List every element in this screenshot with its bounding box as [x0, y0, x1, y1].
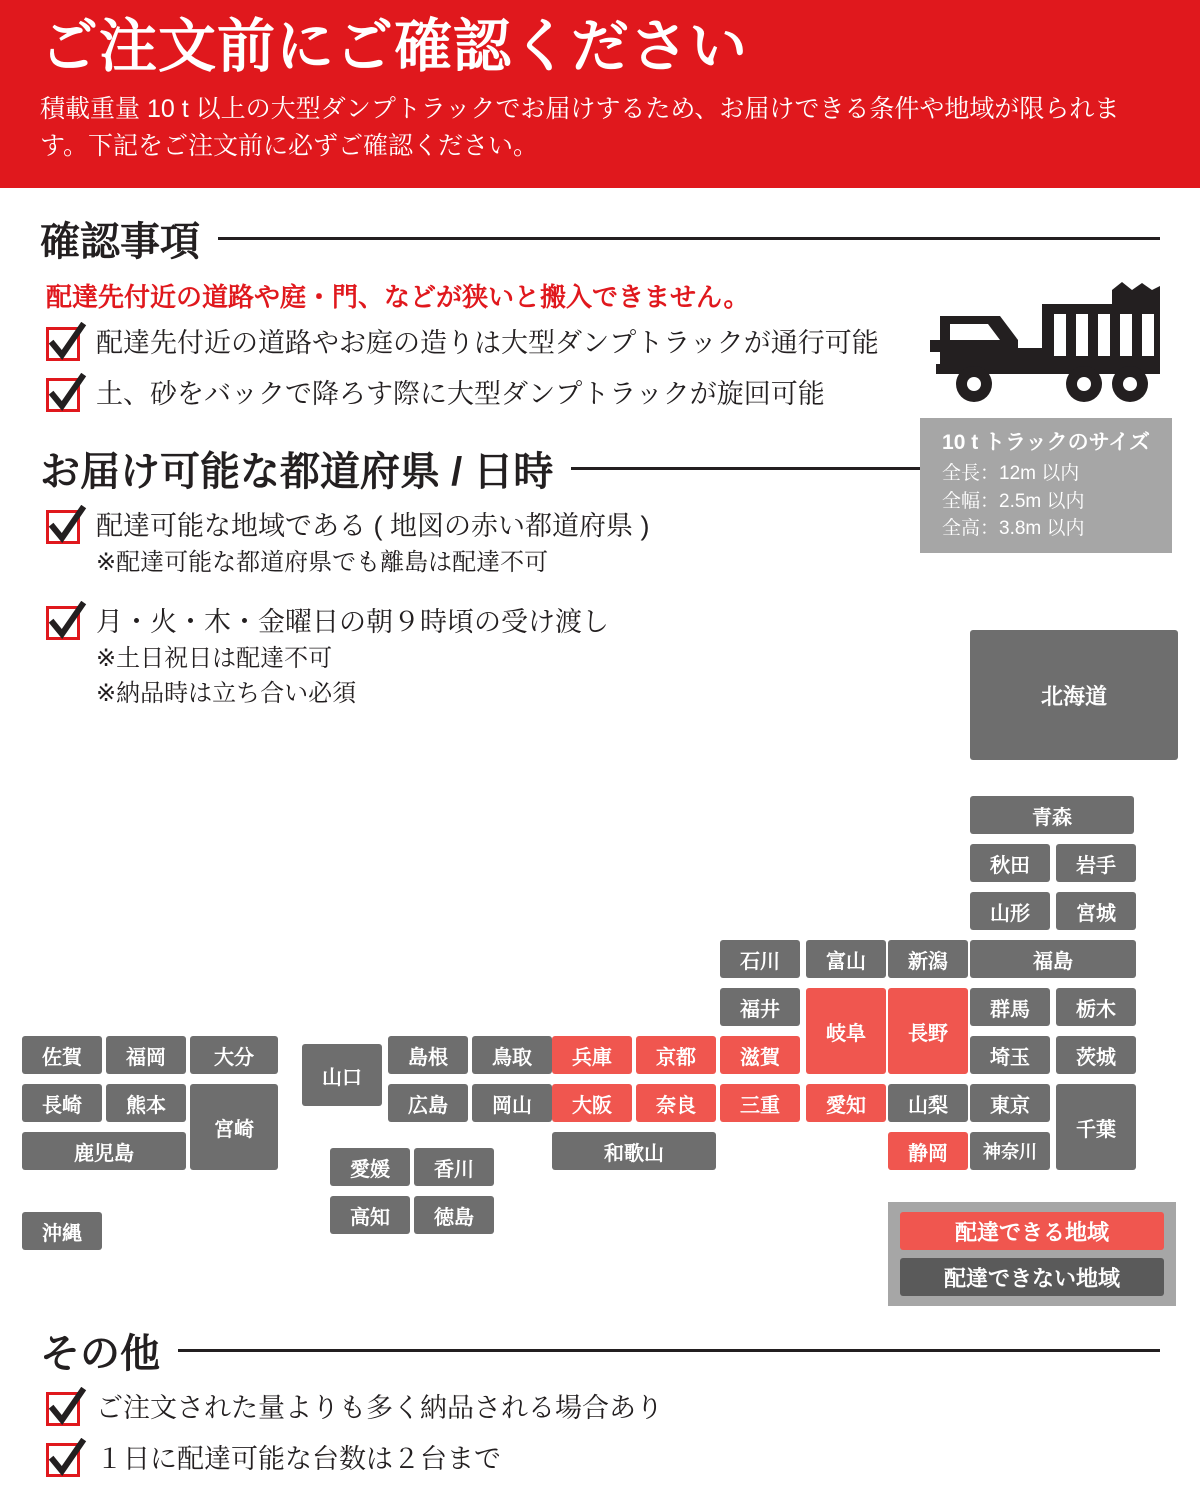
checkmark-icon — [46, 1443, 80, 1477]
map-prefecture: 福井 — [720, 988, 800, 1026]
map-prefecture: 山梨 — [888, 1084, 968, 1122]
map-prefecture: 埼玉 — [970, 1036, 1050, 1074]
map-prefecture: 広島 — [388, 1084, 468, 1122]
legend-unavailable: 配達できない地域 — [900, 1258, 1164, 1296]
truck-spec-height: 全高：3.8m 以内 — [942, 518, 1085, 540]
map-prefecture: 高知 — [330, 1196, 410, 1234]
map-prefecture: 徳島 — [414, 1196, 494, 1234]
other-heading: その他 — [40, 1332, 160, 1376]
checkmark-icon — [46, 327, 80, 361]
map-prefecture: 鹿児島 — [22, 1132, 186, 1170]
map-prefecture: 青森 — [970, 796, 1134, 834]
map-prefecture: 千葉 — [1056, 1084, 1136, 1170]
confirm-heading: 確認事項 — [40, 219, 200, 264]
map-prefecture: 岐阜 — [806, 988, 886, 1074]
map-prefecture: 静岡 — [888, 1132, 968, 1170]
checkmark-icon — [46, 378, 80, 412]
map-prefecture: 東京 — [970, 1084, 1050, 1122]
checkmark-icon — [46, 1392, 80, 1426]
map-prefecture: 和歌山 — [552, 1132, 716, 1170]
map-prefecture: 富山 — [806, 940, 886, 978]
map-prefecture: 石川 — [720, 940, 800, 978]
checkmark-icon — [46, 510, 80, 544]
map-prefecture: 大分 — [190, 1036, 278, 1074]
map-prefecture: 山口 — [302, 1044, 382, 1106]
heading-rule — [218, 237, 1160, 240]
legend-available: 配達できる地域 — [900, 1212, 1164, 1250]
list-item-label — [96, 507, 650, 581]
map-prefecture: 長崎 — [22, 1084, 102, 1122]
map-prefecture: 兵庫 — [552, 1036, 632, 1074]
list-item — [46, 375, 916, 414]
list-item-main: 配達可能な地域である ( 地図の赤い都道府県 ) — [96, 510, 650, 541]
map-prefecture: 香川 — [414, 1148, 494, 1186]
map-prefecture: 佐賀 — [22, 1036, 102, 1074]
map-prefecture: 島根 — [388, 1036, 468, 1074]
map-prefecture: 岡山 — [472, 1084, 552, 1122]
delivery-heading-row — [40, 440, 920, 497]
map-prefecture: 北海道 — [970, 630, 1178, 760]
list-item-note: ※配達可能な都道府県でも離島は配達不可 — [96, 549, 549, 577]
japan-prefecture-map — [0, 620, 1200, 1300]
heading-rule — [178, 1349, 1160, 1352]
other-section — [0, 1300, 1200, 1491]
map-legend — [888, 1202, 1176, 1306]
map-prefecture: 沖縄 — [22, 1212, 102, 1250]
banner-subtitle: 積載重量 10 t 以上の大型ダンプトラックでお届けするため、お届けできる条件や地域が限られます。下記をご注文前に必ずご確認ください。 — [40, 94, 1120, 161]
truck-spec-box — [920, 418, 1172, 553]
map-prefecture: 宮崎 — [190, 1084, 278, 1170]
confirm-heading-row — [40, 210, 1160, 267]
list-item-label: 土、砂をバックで降ろす際に大型ダンプトラックが旋回可能 — [96, 378, 825, 409]
list-item — [46, 1440, 1160, 1479]
map-prefecture: 群馬 — [970, 988, 1050, 1026]
map-prefecture: 長野 — [888, 988, 968, 1074]
truck-spec-title: 10 t トラックのサイズ — [942, 431, 1150, 454]
map-prefecture: 愛知 — [806, 1084, 886, 1122]
list-item-label: ご注文された量よりも多く納品される場合あり — [96, 1393, 663, 1423]
dump-truck-icon — [926, 278, 1166, 418]
truck-info-box — [920, 278, 1172, 553]
map-prefecture: 福島 — [970, 940, 1136, 978]
page-title: ご注文前にご確認ください — [40, 14, 749, 79]
checkmark-icon — [46, 606, 80, 640]
list-item-note-2: ※納品時は立ち合い必須 — [96, 679, 357, 707]
list-item-label — [96, 603, 609, 712]
map-prefecture: 大阪 — [552, 1084, 632, 1122]
map-prefecture: 宮城 — [1056, 892, 1136, 930]
other-heading-row — [40, 1322, 1160, 1379]
map-prefecture: 鳥取 — [472, 1036, 552, 1074]
map-prefecture: 新潟 — [888, 940, 968, 978]
truck-spec-width: 全幅：2.5m 以内 — [942, 490, 1085, 512]
map-prefecture: 福岡 — [106, 1036, 186, 1074]
list-item-label: １日に配達可能な台数は２台まで — [96, 1444, 501, 1475]
header-banner — [0, 0, 1200, 188]
map-prefecture: 奈良 — [636, 1084, 716, 1122]
map-prefecture: 栃木 — [1056, 988, 1136, 1026]
map-prefecture: 茨城 — [1056, 1036, 1136, 1074]
map-prefecture: 愛媛 — [330, 1148, 410, 1186]
map-prefecture: 三重 — [720, 1084, 800, 1122]
map-prefecture: 滋賀 — [720, 1036, 800, 1074]
map-prefecture: 岩手 — [1056, 844, 1136, 882]
map-prefecture: 京都 — [636, 1036, 716, 1074]
list-item-main: 月・火・木・金曜日の朝９時頃の受け渡し — [96, 606, 609, 637]
delivery-heading: お届け可能な都道府県 / 日時 — [40, 449, 554, 494]
heading-rule — [571, 467, 920, 470]
map-prefecture: 神奈川 — [970, 1132, 1050, 1170]
map-prefecture: 秋田 — [970, 844, 1050, 882]
list-item — [46, 1389, 1160, 1428]
map-prefecture: 山形 — [970, 892, 1050, 930]
truck-spec-length: 全長：12m 以内 — [942, 463, 1080, 484]
list-item-label: 配達先付近の道路やお庭の造りは大型ダンプトラックが通行可能 — [96, 327, 879, 358]
list-item-note: ※土日祝日は配達不可 — [96, 645, 333, 673]
confirm-warning-text: 配達先付近の道路や庭・門、などが狭いと搬入できません。 — [46, 281, 750, 312]
list-item — [46, 324, 916, 363]
map-prefecture: 熊本 — [106, 1084, 186, 1122]
